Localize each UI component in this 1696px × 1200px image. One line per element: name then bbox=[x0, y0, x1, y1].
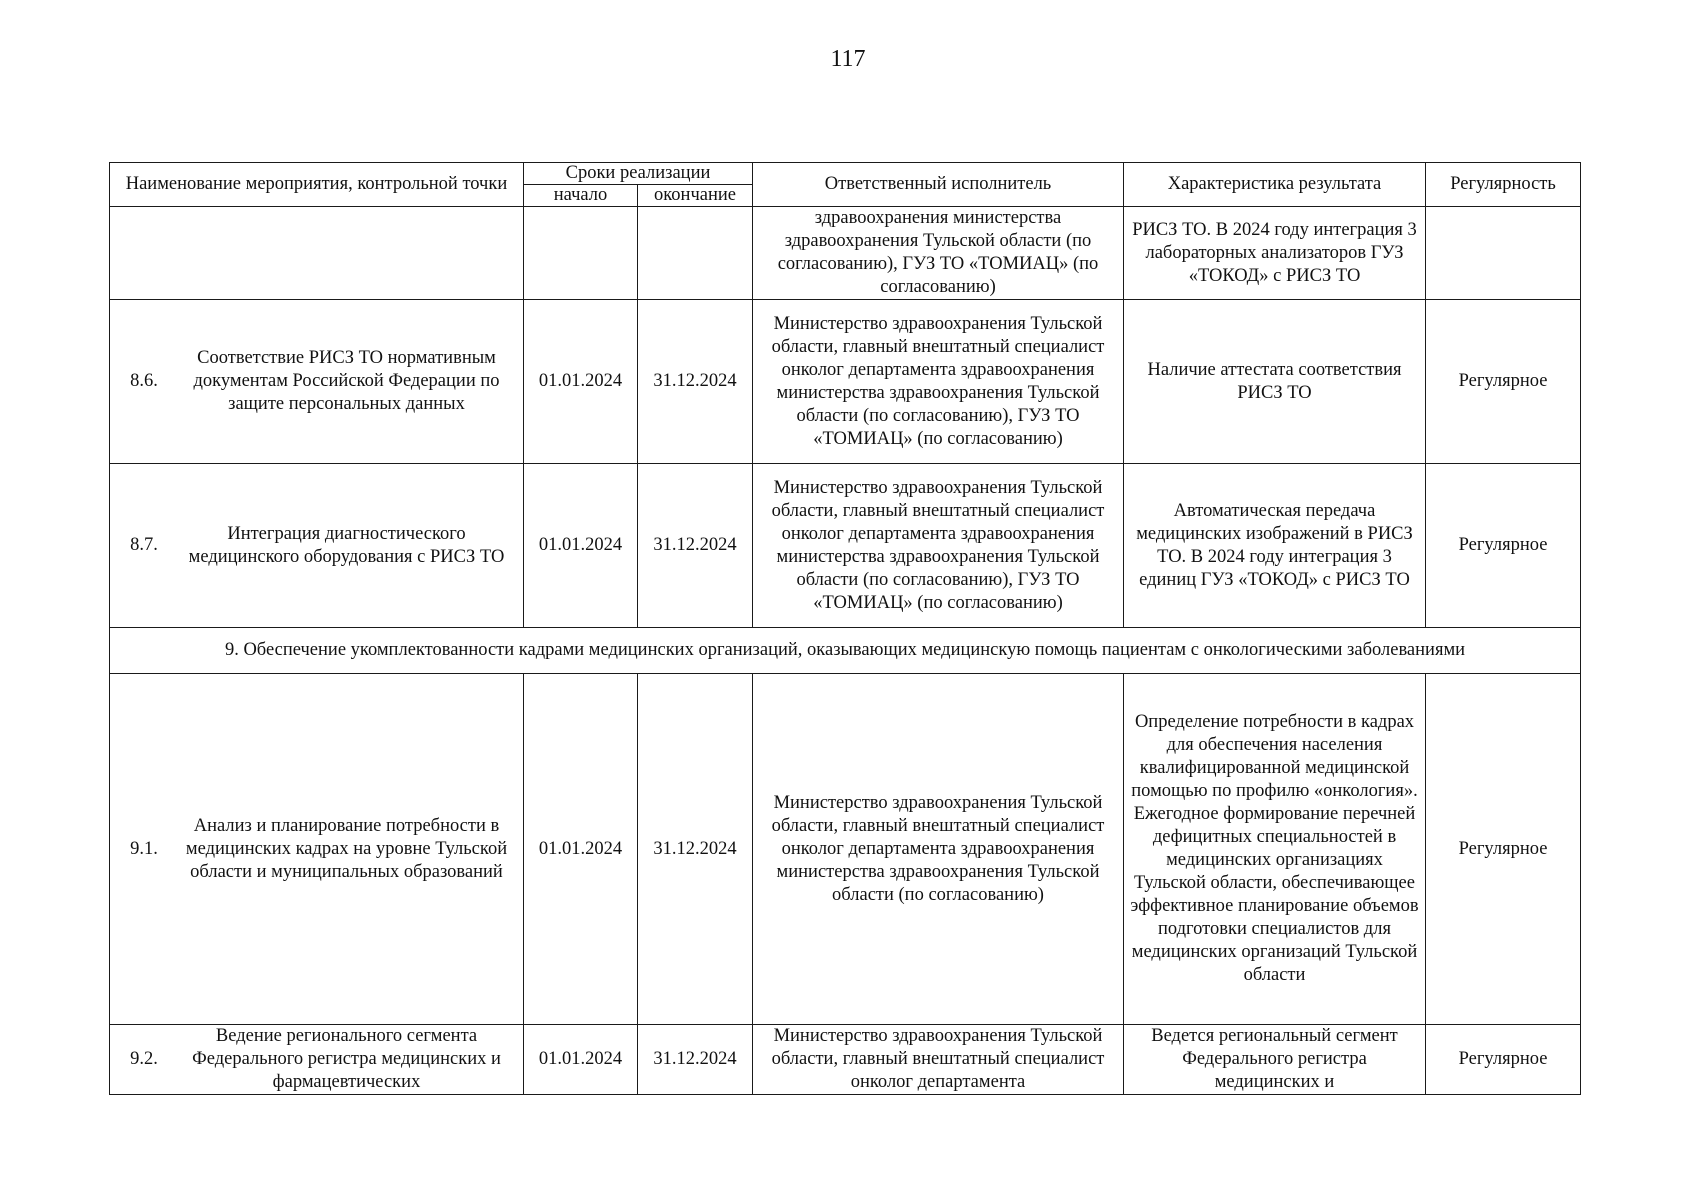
cell-end: 31.12.2024 bbox=[638, 300, 753, 464]
cell-name bbox=[110, 300, 524, 464]
table-row-continuation bbox=[110, 207, 1581, 300]
cell-name bbox=[110, 1025, 524, 1095]
cell-start bbox=[524, 207, 638, 300]
row-number: 9.2. bbox=[130, 1049, 158, 1069]
row-number: 8.7. bbox=[130, 535, 158, 555]
header-start: начало bbox=[524, 185, 638, 207]
cell-responsible: Министерство здравоохранения Тульской области, главный внештатный специалист онколог департамента здравоохранения министерства здравоохранения Тульской области (по согласованию) bbox=[753, 674, 1124, 1025]
row-title: Интеграция диагностического медицинского оборудования с РИСЗ ТО bbox=[188, 523, 505, 567]
cell-end: 31.12.2024 bbox=[638, 464, 753, 628]
cell-responsible: Министерство здравоохранения Тульской области, главный внештатный специалист онколог департамента bbox=[753, 1025, 1124, 1095]
cell-result: Автоматическая передача медицинских изображений в РИСЗ ТО. В 2024 году интеграция 3 единиц ГУЗ «ТОКОД» с РИСЗ ТО bbox=[1124, 464, 1426, 628]
table-row-8-7 bbox=[110, 464, 1581, 628]
header-responsible: Ответственный исполнитель bbox=[753, 163, 1124, 207]
cell-result: Ведется региональный сегмент Федерального регистра медицинских и bbox=[1124, 1025, 1426, 1095]
header-result: Характеристика результата bbox=[1124, 163, 1426, 207]
cell-name bbox=[110, 207, 524, 300]
section-row-9 bbox=[110, 628, 1581, 674]
row-number: 8.6. bbox=[130, 371, 158, 391]
cell-responsible: здравоохранения министерства здравоохранения Тульской области (по согласованию), ГУЗ ТО «ТОМИАЦ» (по согласованию) bbox=[753, 207, 1124, 300]
row-number: 9.1. bbox=[130, 838, 158, 859]
page-number: 117 bbox=[830, 46, 866, 72]
header-regularity: Регулярность bbox=[1426, 163, 1581, 207]
cell-start: 01.01.2024 bbox=[524, 464, 638, 628]
section-title: 9. Обеспечение укомплектованности кадрами медицинских организаций, оказывающих медицинскую помощь пациентам с онкологическими заболеваниями bbox=[110, 628, 1581, 674]
cell-end bbox=[638, 207, 753, 300]
cell-end: 31.12.2024 bbox=[638, 1025, 753, 1095]
cell-start: 01.01.2024 bbox=[524, 1025, 638, 1095]
table-row-9-2 bbox=[110, 1025, 1581, 1095]
cell-responsible: Министерство здравоохранения Тульской области, главный внештатный специалист онколог департамента здравоохранения министерства здравоохранения Тульской области (по согласованию), ГУЗ ТО «ТОМИАЦ» (по согласованию) bbox=[753, 464, 1124, 628]
cell-name bbox=[110, 464, 524, 628]
header-row-1 bbox=[110, 163, 1581, 185]
row-title: Соответствие РИСЗ ТО нормативным документам Российской Федерации по защите персональных данных bbox=[193, 348, 500, 414]
cell-result: Определение потребности в кадрах для обеспечения населения квалифицированной медицинской помощью по профилю «онкология». Ежегодное формирование перечней дефицитных специальностей в медицинских организациях Тульской области, обеспечивающее эффективное планирование объемов подготовки специалистов для медицинских организаций Тульской области bbox=[1124, 674, 1426, 1025]
cell-regularity: Регулярное bbox=[1426, 1025, 1581, 1095]
cell-result: РИСЗ ТО. В 2024 году интеграция 3 лабораторных анализаторов ГУЗ «ТОКОД» с РИСЗ ТО bbox=[1124, 207, 1426, 300]
cell-regularity bbox=[1426, 207, 1581, 300]
header-end: окончание bbox=[638, 185, 753, 207]
cell-end: 31.12.2024 bbox=[638, 674, 753, 1025]
activities-table bbox=[109, 162, 1581, 1095]
header-name: Наименование мероприятия, контрольной точки bbox=[110, 163, 524, 207]
cell-regularity: Регулярное bbox=[1426, 464, 1581, 628]
cell-regularity: Регулярное bbox=[1426, 300, 1581, 464]
cell-name bbox=[110, 674, 524, 1025]
cell-result: Наличие аттестата соответствия РИСЗ ТО bbox=[1124, 300, 1426, 464]
row-title: Ведение регионального сегмента Федерального регистра медицинских и фармацевтических bbox=[192, 1026, 501, 1092]
table-row-9-1 bbox=[110, 674, 1581, 1025]
cell-start: 01.01.2024 bbox=[524, 300, 638, 464]
row-title: Анализ и планирование потребности в медицинских кадрах на уровне Тульской области и муниципальных образований bbox=[185, 815, 508, 882]
table-row-8-6 bbox=[110, 300, 1581, 464]
cell-regularity: Регулярное bbox=[1426, 674, 1581, 1025]
cell-responsible: Министерство здравоохранения Тульской области, главный внештатный специалист онколог департамента здравоохранения министерства здравоохранения Тульской области (по согласованию), ГУЗ ТО «ТОМИАЦ» (по согласованию) bbox=[753, 300, 1124, 464]
header-terms: Сроки реализации bbox=[524, 163, 753, 185]
cell-start: 01.01.2024 bbox=[524, 674, 638, 1025]
